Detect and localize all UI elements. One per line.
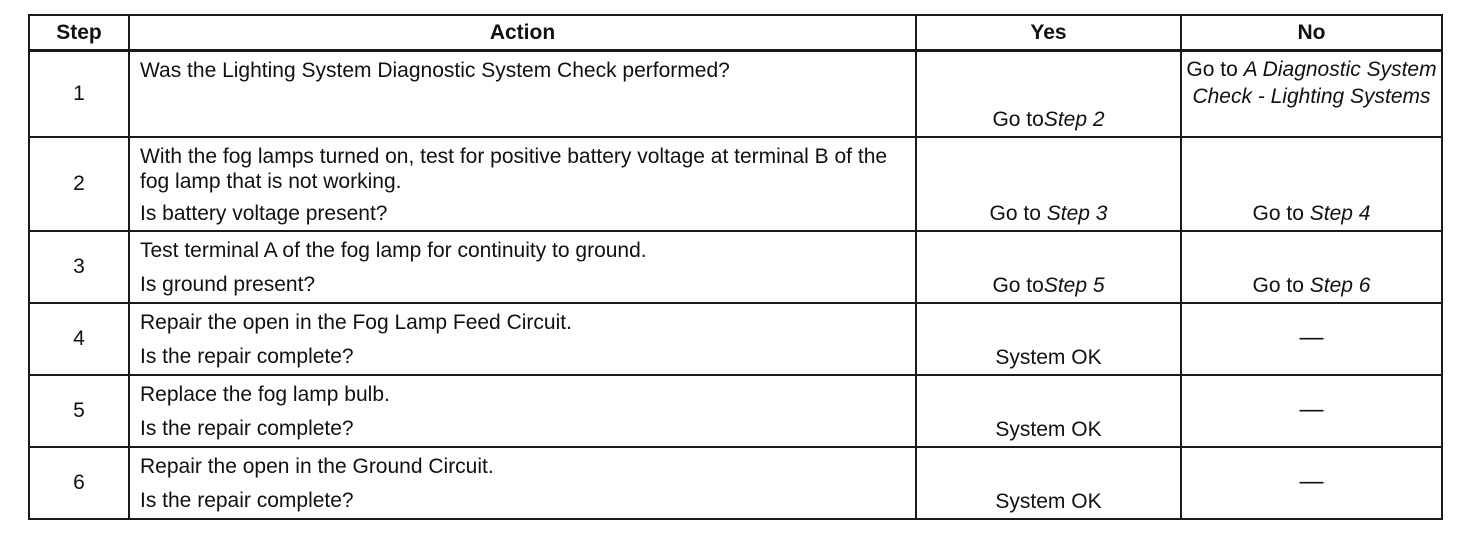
action-question: Is the repair complete?	[140, 344, 354, 368]
action-cell	[129, 303, 916, 375]
diagnostic-table	[28, 14, 1443, 520]
step-number: 3	[29, 231, 129, 303]
table-row	[29, 137, 1442, 231]
action-text: Replace the fog lamp bulb.	[140, 382, 390, 406]
action-text: Test terminal A of the fog lamp for continuity to ground.	[140, 238, 647, 262]
no-step-link: Step 4	[1309, 201, 1371, 225]
header-row	[29, 15, 1442, 51]
step-number: 6	[29, 447, 129, 519]
yes-step-link: Step 2	[1043, 107, 1105, 131]
header-yes: Yes	[916, 15, 1181, 51]
header-action: Action	[129, 15, 916, 51]
action-text: Repair the open in the Fog Lamp Feed Circuit.	[140, 310, 572, 334]
yes-cell	[916, 231, 1181, 303]
table-row	[29, 303, 1442, 375]
action-question: Is ground present?	[140, 272, 316, 296]
yes-step-link: Step 5	[1043, 273, 1105, 297]
no-prefix: Go to	[1252, 273, 1304, 297]
yes-cell: System OK	[916, 375, 1181, 447]
step-number: 5	[29, 375, 129, 447]
no-cell	[1181, 447, 1442, 519]
table-row	[29, 51, 1442, 137]
action-text: Repair the open in the Ground Circuit.	[140, 454, 494, 478]
no-step-link: Step 6	[1309, 273, 1371, 297]
yes-prefix: Go to	[992, 273, 1044, 297]
header-no: No	[1181, 15, 1442, 51]
step-number: 4	[29, 303, 129, 375]
action-text: With the fog lamps turned on, test for positive battery voltage at terminal B of the fog lamp that is not working.	[140, 144, 888, 193]
no-prefix: Go to	[1186, 58, 1238, 81]
step-number: 1	[29, 51, 129, 137]
no-result-dash: —	[1299, 324, 1324, 351]
no-cell	[1181, 303, 1442, 375]
no-cell	[1181, 137, 1442, 231]
action-cell	[129, 51, 916, 137]
action-cell	[129, 231, 916, 303]
action-question: Is the repair complete?	[140, 488, 354, 512]
no-step-link: A Diagnostic System Check - Lighting Systems	[1192, 58, 1437, 108]
table-row	[29, 231, 1442, 303]
no-prefix: Go to	[1252, 201, 1304, 225]
yes-cell	[916, 51, 1181, 137]
header-step: Step	[29, 15, 129, 51]
action-cell	[129, 375, 916, 447]
no-cell	[1181, 51, 1442, 137]
yes-cell: System OK	[916, 303, 1181, 375]
yes-cell: System OK	[916, 447, 1181, 519]
step-number: 2	[29, 137, 129, 231]
no-result-dash: —	[1299, 396, 1324, 423]
action-text: Was the Lighting System Diagnostic System Check performed?	[140, 59, 730, 82]
yes-cell	[916, 137, 1181, 231]
yes-prefix: Go to	[992, 107, 1044, 131]
yes-step-link: Step 3	[1046, 201, 1108, 225]
no-result-dash: —	[1299, 468, 1324, 495]
action-cell	[129, 137, 916, 231]
table-row	[29, 375, 1442, 447]
table-row	[29, 447, 1442, 519]
no-cell	[1181, 231, 1442, 303]
no-cell	[1181, 375, 1442, 447]
yes-prefix: Go to	[989, 201, 1041, 225]
action-question: Is the repair complete?	[140, 416, 354, 440]
action-question: Is battery voltage present?	[140, 201, 388, 225]
action-cell	[129, 447, 916, 519]
